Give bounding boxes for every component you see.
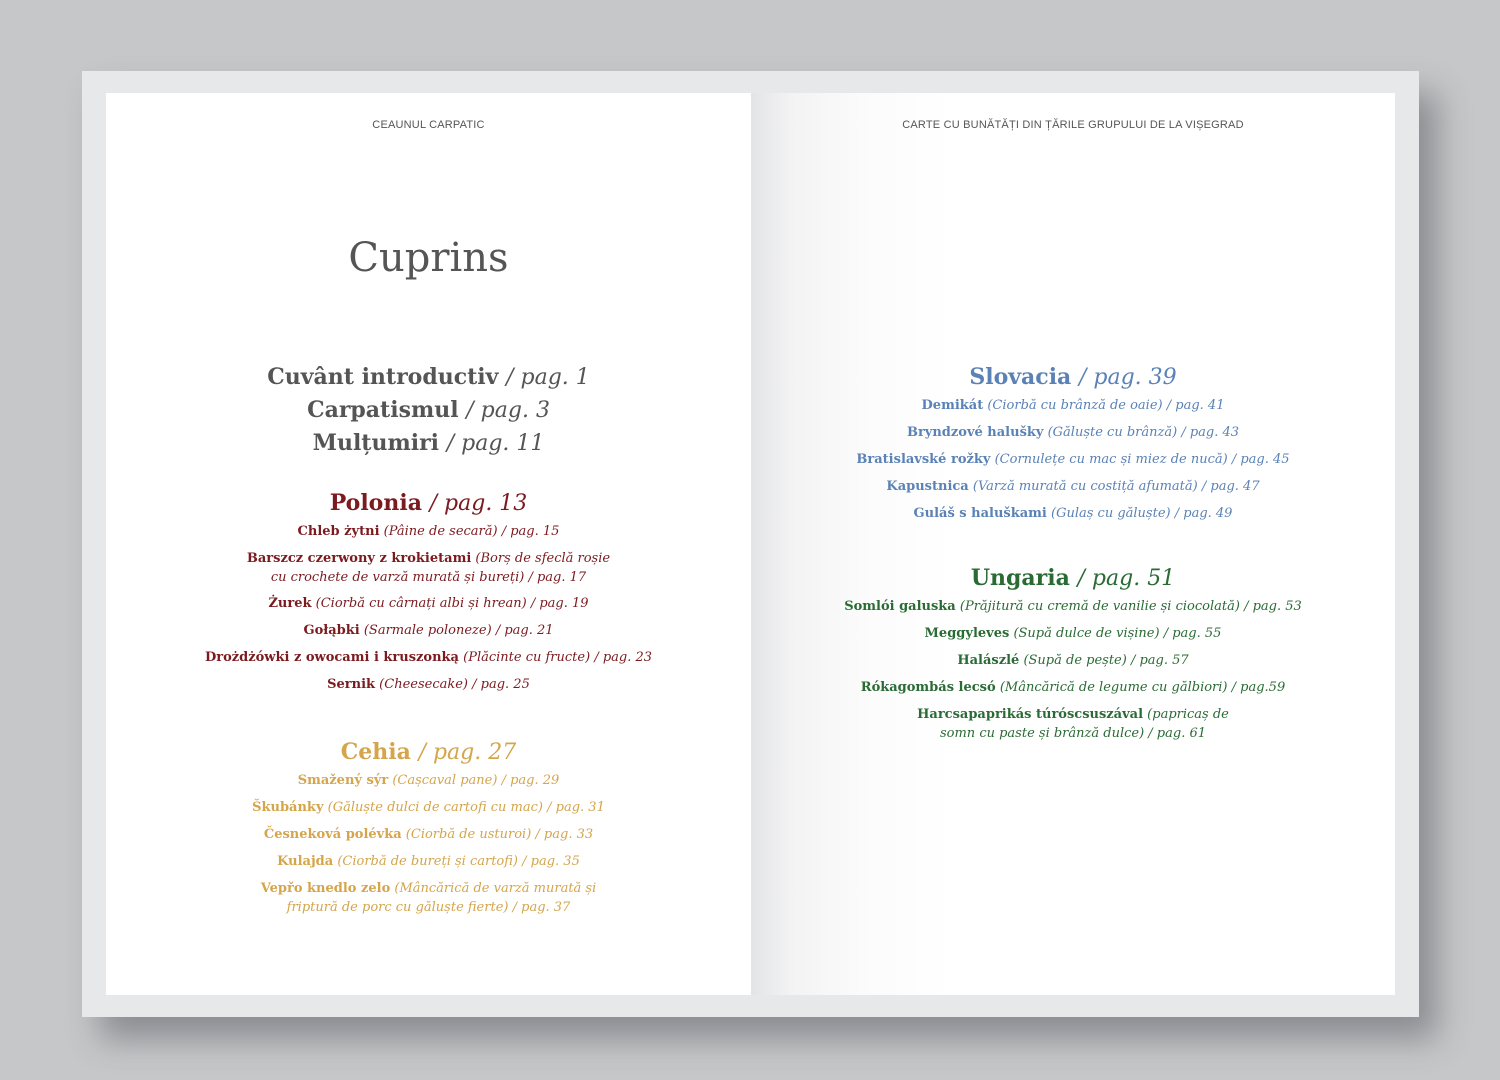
- toc-entry: Bryndzové halušky (Găluște cu brânză) / pag. 43: [906, 425, 1240, 440]
- toc-entry-thanks: Mulțumiri / pag. 11: [312, 430, 545, 456]
- toc-entry: Halászlé (Supă de pește) / pag. 57: [957, 653, 1189, 668]
- toc-entry-carpatism: Carpatismul / pag. 3: [307, 397, 550, 423]
- toc-entry: Smažený sýr (Cașcaval pane) / pag. 29: [297, 773, 560, 788]
- toc-entry: Rókagombás lecsó (Mâncărică de legume cu gălbiori) / pag.59: [860, 680, 1286, 695]
- toc-entry: Somlói galuska (Prăjitură cu cremă de vanilie și ciocolată) / pag. 53: [844, 599, 1302, 614]
- toc-entry: Sernik (Cheesecake) / pag. 25: [327, 677, 530, 692]
- toc-entry: Škubánky (Găluște dulci de cartofi cu mac) / pag. 31: [252, 800, 605, 815]
- toc-entry: Meggyleves (Supă dulce de vișine) / pag. 55: [924, 626, 1222, 641]
- running-head-left: CEAUNUL CARPATIC: [372, 119, 485, 131]
- section-czech: [106, 736, 751, 924]
- toc-entry: Drożdżówki z owocami i kruszonką (Plăcinte cu fructe) / pag. 23: [204, 650, 653, 665]
- right-page: [751, 93, 1395, 995]
- section-poland: [106, 487, 751, 702]
- running-head-right: CARTE CU BUNĂTĂȚI DIN ȚĂRILE GRUPULUI DE LA VIȘEGRAD: [902, 119, 1244, 131]
- left-page: [106, 93, 751, 995]
- toc-entry: Demikát (Ciorbă cu brânză de oaie) / pag. 41: [921, 398, 1225, 413]
- toc-entry: Vepřo knedlo zelo (Mâncărică de varză murată și friptură de porc cu găluște fierte) / pag. 37: [260, 881, 597, 915]
- section-hungary: [751, 562, 1395, 750]
- section-heading-czech: Cehia / pag. 27: [340, 739, 517, 765]
- section-heading-poland: Polonia / pag. 13: [329, 490, 528, 516]
- toc-entry: Guláš s haluškami (Gulaș cu găluște) / pag. 49: [913, 506, 1233, 521]
- section-heading-slovakia: Slovacia / pag. 39: [969, 364, 1177, 390]
- section-heading-hungary: Ungaria / pag. 51: [970, 565, 1176, 591]
- toc-entry-intro: Cuvânt introductiv / pag. 1: [267, 364, 590, 390]
- book-spread: [82, 71, 1419, 1017]
- toc-entry: Kulajda (Ciorbă de bureți și cartofi) / pag. 35: [277, 854, 580, 869]
- section-slovakia: [751, 361, 1395, 531]
- toc-entry: Barszcz czerwony z krokietami (Borș de sfeclă roșie cu crochete de varză murată și bureți) / pag. 17: [246, 551, 611, 585]
- intro-section: [106, 361, 751, 460]
- toc-entry: Bratislavské rožky (Cornulețe cu mac și miez de nucă) / pag. 45: [856, 452, 1290, 467]
- toc-entry: Harcsapaprikás túróscsuszával (papricaș de somn cu paste și brânză dulce) / pag. 61: [917, 707, 1229, 741]
- toc-entry: Česneková polévka (Ciorbă de usturoi) / pag. 33: [263, 827, 594, 842]
- toc-entry: Żurek (Ciorbă cu cârnați albi și hrean) / pag. 19: [268, 596, 589, 611]
- toc-entry: Kapustnica (Varză murată cu costiță afumată) / pag. 47: [886, 479, 1260, 494]
- page-title: Cuprins: [348, 235, 509, 281]
- toc-entry: Chleb żytni (Pâine de secară) / pag. 15: [297, 524, 560, 539]
- toc-entry: Gołąbki (Sarmale poloneze) / pag. 21: [303, 623, 554, 638]
